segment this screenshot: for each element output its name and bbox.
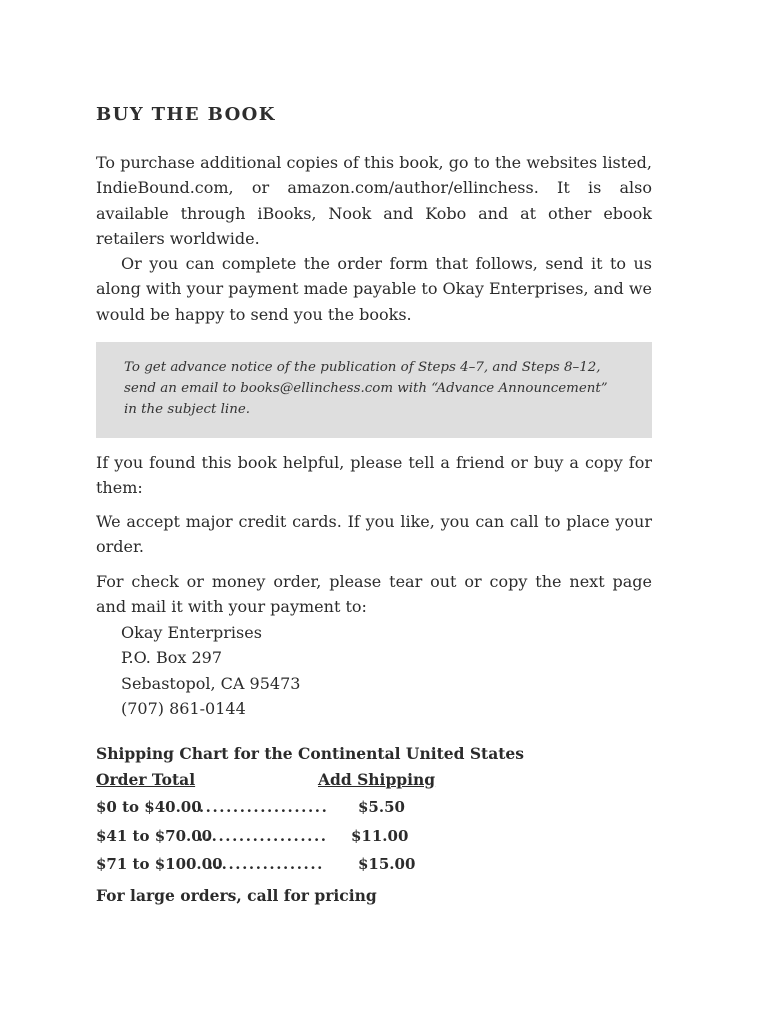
advance-notice-box: [96, 342, 652, 438]
shipping-chart-footer: For large orders, call for pricing: [96, 885, 377, 905]
shipping-row: [96, 796, 652, 825]
leader-dots: ....................: [192, 798, 329, 816]
shipping-row-range: $41 to $70.00: [96, 826, 213, 845]
shipping-row: [96, 853, 652, 882]
paragraph-tell-friend: If you found this book helpful, please tell a friend or buy a copy for them:: [96, 453, 652, 498]
shipping-row: [96, 825, 652, 854]
address-city: Sebastopol, CA 95473: [121, 673, 301, 693]
col-add-shipping: Add Shipping: [318, 770, 436, 789]
address-name: Okay Enterprises: [121, 623, 262, 642]
leader-dots: ...................: [198, 826, 328, 845]
col-order-total: Order Total: [96, 770, 196, 789]
shipping-chart-header: [96, 770, 652, 796]
advance-notice-text: To get advance notice of the publication of Steps 4–7, and Steps 8–12, send an email to books@ellinchess.com with “Advance Announcement” in the subject line.: [124, 360, 608, 417]
address-phone: (707) 861-0144: [121, 698, 246, 718]
address-box: P.O. Box 297: [121, 648, 222, 668]
shipping-row-cost: $5.50: [358, 798, 405, 816]
shipping-chart-title: Shipping Chart for the Continental United States: [96, 744, 524, 763]
shipping-chart: [96, 742, 652, 908]
paragraph-credit-cards: We accept major credit cards. If you like, you can call to place your order.: [96, 512, 652, 557]
mailing-address: [121, 620, 300, 721]
page-title: BUY THE BOOK: [96, 104, 276, 125]
shipping-row-range: $0 to $40.00: [96, 798, 202, 816]
shipping-row-cost: $15.00: [358, 855, 416, 873]
shipping-row-range: $71 to $100.00: [96, 855, 223, 873]
paragraph-check-order: For check or money order, please tear out or copy the next page and mail it with your payment to:: [96, 572, 652, 617]
paragraph-purchase: To purchase additional copies of this book, go to the websites listed, IndieBound.com, or amazon.com/author/ellinchess. It is also available through iBooks, Nook and Kobo and at other ebook retailers worldwide.: [96, 153, 652, 248]
shipping-row-cost: $11.00: [351, 826, 409, 845]
paragraph-order-form: Or you can complete the order form that follows, send it to us along with your payment made payable to Okay Enterprises, and we would be happy to send you the books.: [96, 254, 652, 324]
leader-dots: .................: [208, 855, 324, 873]
